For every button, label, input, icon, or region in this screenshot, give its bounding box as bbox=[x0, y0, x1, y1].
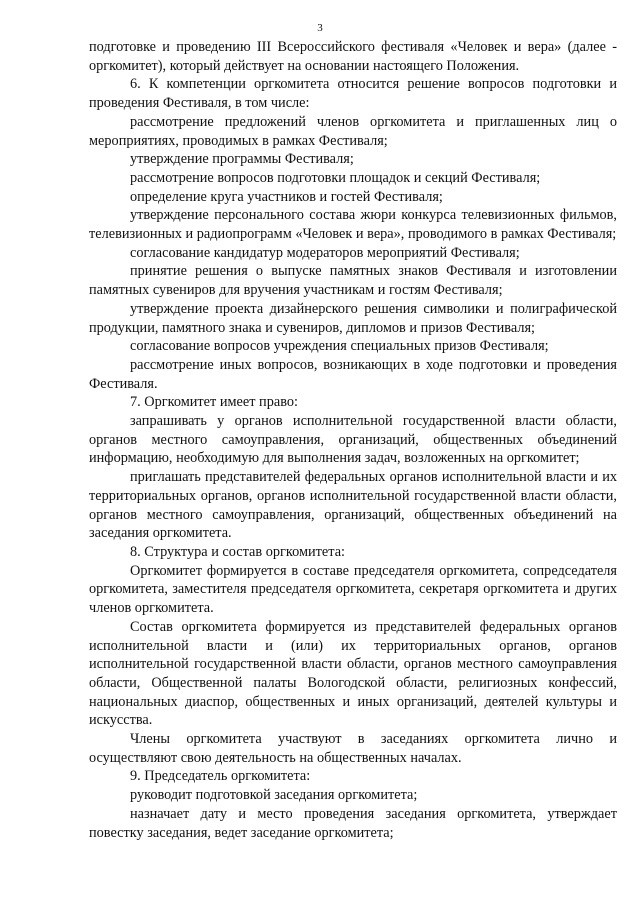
paragraph: рассмотрение вопросов подготовки площадок и секций Фестиваля; bbox=[130, 169, 541, 186]
paragraph: согласование вопросов учреждения специальных призов Фестиваля; bbox=[130, 338, 549, 355]
paragraph: руководит подготовкой заседания оргкомитета; bbox=[130, 787, 418, 804]
paragraph: рассмотрение предложений членов оргкомитета и приглашенных лиц о мероприятиях, проводимых в рамках Фестиваля; bbox=[89, 113, 617, 149]
paragraph: согласование кандидатур модераторов мероприятий Фестиваля; bbox=[130, 244, 520, 261]
paragraph: запрашивать у органов исполнительной государственной власти области, органов местного самоуправления, организаций, общественных объединений информацию, необходимую для выполнения задач, возложенных на оргкомитет; bbox=[89, 413, 617, 467]
paragraph: 8. Структура и состав оргкомитета: bbox=[130, 543, 346, 560]
page-number: 3 bbox=[317, 22, 323, 34]
paragraph: подготовке и проведению III Всероссийского фестиваля «Человек и вера» (далее - оргкомитет), который действует на основании настоящего Положения. bbox=[89, 39, 617, 74]
paragraph: назначает дату и место проведения заседания оргкомитета, утверждает повестку заседания, ведет заседание оргкомитета; bbox=[89, 805, 617, 841]
paragraph: рассмотрение иных вопросов, возникающих в ходе подготовки и проведения Фестиваля. bbox=[89, 356, 617, 392]
paragraph: Состав оргкомитета формируется из представителей федеральных органов исполнительной власти и (или) их территориальных органов, органов исполнительной государственной власти области, органов местного самоуправления области, Общественной палаты Вологодской области, религиозных конфессий, национальных диаспор, общественных и иных организаций, деятелей культуры и искусства. bbox=[89, 618, 617, 729]
paragraph: утверждение персонального состава жюри конкурса телевизионных фильмов, телевизионных и радиопрограмм «Человек и вера», проводимого в рамках Фестиваля; bbox=[89, 207, 617, 243]
paragraph: утверждение программы Фестиваля; bbox=[130, 151, 354, 168]
paragraph: 9. Председатель оргкомитета: bbox=[130, 768, 311, 785]
paragraph: определение круга участников и гостей Фестиваля; bbox=[130, 188, 443, 205]
paragraph: 7. Оргкомитет имеет право: bbox=[130, 394, 298, 411]
paragraph: 6. К компетенции оргкомитета относится решение вопросов подготовки и проведения Фестиваля, в том числе: bbox=[89, 76, 617, 112]
paragraph: Оргкомитет формируется в составе председателя оргкомитета, сопредседателя оргкомитета, заместителя председателя оргкомитета, секретаря оргкомитета и других членов оргкомитета. bbox=[89, 562, 617, 617]
document-body bbox=[89, 38, 617, 842]
paragraph: утверждение проекта дизайнерского решения символики и полиграфической продукции, памятного знака и сувениров, дипломов и призов Фестиваля; bbox=[89, 300, 617, 336]
paragraph: Члены оргкомитета участвуют в заседаниях оргкомитета лично и осуществляют свою деятельность на общественных началах. bbox=[89, 731, 617, 766]
paragraph: приглашать представителей федеральных органов исполнительной власти и их территориальных органов, органов исполнительной государственной власти области, органов местного самоуправления, организаций, общественных объединений на заседания оргкомитета. bbox=[89, 469, 617, 542]
paragraph: принятие решения о выпуске памятных знаков Фестиваля и изготовлении памятных сувениров для вручения участникам и гостям Фестиваля; bbox=[89, 263, 617, 299]
